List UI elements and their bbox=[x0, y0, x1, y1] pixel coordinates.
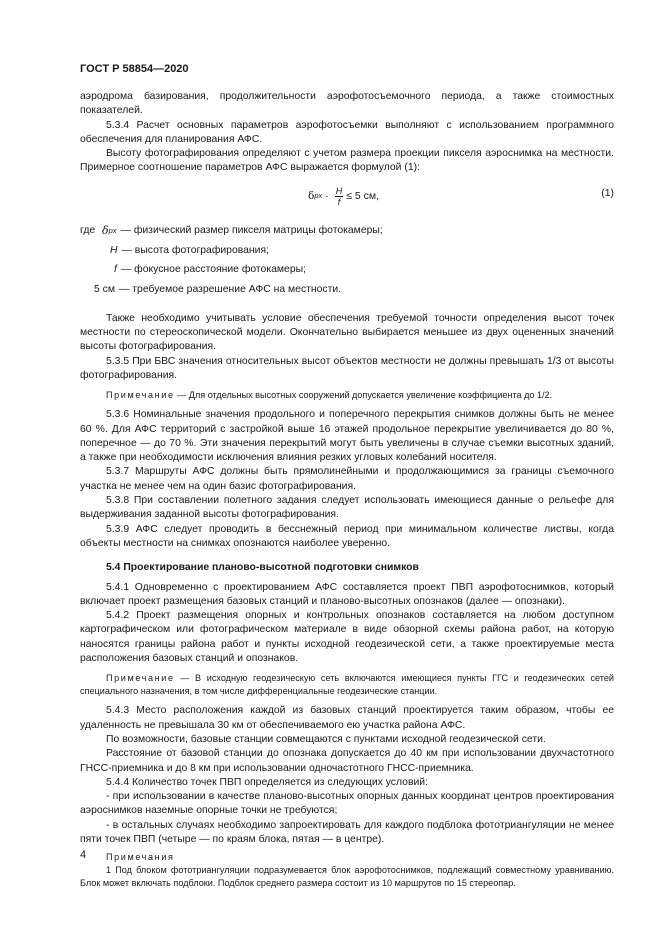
formula-delta-subscript: px bbox=[314, 191, 323, 201]
page-number: 4 bbox=[80, 849, 87, 861]
paragraph: 5.3.4 Расчет основных параметров аэрофотосъемки выполняют с использованием программного обеспечения для планирования АФС. bbox=[80, 119, 614, 145]
notes-label: Примечания bbox=[106, 852, 175, 863]
paragraph: 5.3.9 АФС следует проводить в бесснежный период при минимальном количестве листвы, когда объекты местности на снимках опознаются наиболее уверенно. bbox=[80, 523, 614, 549]
definition-text: — фокусное расстояние фотокамеры; bbox=[120, 264, 306, 276]
formula-dot: · bbox=[325, 190, 329, 203]
formula-expression bbox=[308, 186, 379, 207]
formula-numerator: H bbox=[335, 185, 343, 196]
formula-fraction bbox=[335, 186, 344, 207]
note-text: — Для отдельных высотных сооружений допускается увеличение коэффициента до 1/2. bbox=[174, 390, 553, 401]
definition-row bbox=[80, 280, 614, 300]
definition-symbol-subscript: px bbox=[108, 226, 117, 236]
symbol-definitions bbox=[80, 222, 614, 300]
notes-block bbox=[80, 851, 614, 890]
definition-symbol: 5 см bbox=[94, 283, 116, 295]
note-label: Примечание bbox=[106, 673, 175, 684]
definition-where: где bbox=[80, 225, 96, 237]
paragraph: 5.4.3 Место расположения каждой из базовых станций проектируется таким образом, чтобы ее удаленность не превышала 30 км от обеспечиваемого ею участка района АФС. bbox=[80, 705, 614, 731]
paragraph: 5.3.7 Маршруты АФС должны быть прямолинейными и продолжающимися за границы съемочного участка не менее чем на один базис фотографирования. bbox=[80, 466, 614, 492]
definition-row bbox=[80, 241, 614, 261]
paragraph: аэродрома базирования, продолжительности аэрофотосъемочного периода, а также стоимостных показателей. bbox=[80, 91, 614, 117]
note-label: Примечание bbox=[106, 390, 175, 401]
formula-relation: ≤ 5 см, bbox=[346, 190, 380, 203]
document-body bbox=[80, 90, 614, 890]
definition-symbol: H bbox=[110, 244, 118, 256]
formula-1 bbox=[80, 180, 614, 214]
note-text: — В исходную геодезическую сеть включаются имеющиеся пункты ГГС и геодезических сетей специального назначения, в том числе дифференциальные геодезические станции. bbox=[80, 673, 614, 697]
paragraph: 5.3.8 При составлении полетного задания следует использовать имеющиеся данные о рельефе для выдерживания заданной высоты фотографирования. bbox=[80, 495, 614, 521]
list-item: - при использовании в качестве планово-высотных опорных данных координат центров проектирования аэроснимков наземные опорные точки не требуются; bbox=[80, 791, 614, 817]
definition-text: — физический размер пикселя матрицы фотокамеры; bbox=[120, 225, 383, 237]
paragraph: 5.4.1 Одновременно с проектированием АФС составляется проект ПВП аэрофотоснимков, который включает проект размещения базовых станций и планово-высотных опознаков (далее — опознаки). bbox=[80, 581, 614, 607]
definition-text: — высота фотографирования; bbox=[121, 244, 269, 256]
note bbox=[80, 672, 614, 698]
document-header: ГОСТ Р 58854—2020 bbox=[80, 63, 189, 75]
paragraph: Также необходимо учитывать условие обеспечения требуемой точности определения высот точек местности по стереоскопической модели. Окончательно выбирается меньшее из двух оцененных значений высоты фотографирования. bbox=[80, 312, 614, 353]
definition-symbol: f bbox=[114, 264, 117, 276]
paragraph: Высоту фотографирования определяют с учетом размера проекции пикселя аэроснимка на местности. Примерное соотношение параметров АФС выражается формулой (1): bbox=[80, 148, 614, 174]
paragraph: 5.4.4 Количество точек ПВП определяется из следующих условий: bbox=[106, 776, 428, 788]
note-item: 1 Под блоком фототриангуляции подразумевается блок аэрофотоснимков, подлежащий совместному уравниванию. Блок может включать подблоки. Подблок среднего размера состоит из 10 маршрутов по 15 стереопар. bbox=[80, 865, 614, 889]
formula-number: (1) bbox=[601, 187, 614, 199]
paragraph: 5.4.2 Проект размещения опорных и контрольных опознаков составляется на любом доступном картографическом или фотографическом материале в виде обзорной схемы района работ, на которую наносятся границы района работ и пункты исходной геодезической сети, а также проектируемые места расположения базовых станций и опознаков. bbox=[80, 610, 614, 665]
definition-text: — требуемое разрешение АФС на местности. bbox=[119, 283, 342, 295]
paragraph: 5.3.6 Номинальные значения продольного и поперечного перекрытия снимков должны быть не менее 60 %. Для АФС территорий с застройкой выше 16 этажей продольное перекрытие увеличивается до 80 %, поперечное — до 70 %. Эти значения перекрытий могут быть увеличены в случае съемки высотных зданий, а также при необходимости исключения влияния резких угловых колебаний носителя. bbox=[80, 409, 614, 464]
definition-symbol: δ bbox=[102, 224, 109, 238]
formula-denominator: f bbox=[337, 196, 341, 207]
definition-row bbox=[80, 261, 614, 281]
list-item: - в остальных случаях необходимо запроектировать для каждого подблока фототриангуляции не менее пяти точек ПВП (четыре — по краям блока, пятая — в центре). bbox=[80, 819, 614, 845]
paragraph: Расстояние от базовой станции до опознака допускается до 40 км при использовании двухчастотного ГНСС-приемника и до 8 км при использовании одночастотного ГНСС-приемника. bbox=[80, 748, 614, 774]
note bbox=[80, 389, 614, 402]
formula-delta: δ bbox=[308, 190, 315, 203]
paragraph: 5.3.5 При БВС значения относительных высот объектов местности не должны превышать 1/3 от высоты фотографирования. bbox=[80, 355, 614, 381]
definition-row bbox=[80, 222, 614, 242]
paragraph: По возможности, базовые станции совмещаются с пунктами исходной геодезической сети. bbox=[106, 733, 546, 745]
section-heading: 5.4 Проектирование планово-высотной подготовки снимков bbox=[106, 562, 419, 574]
